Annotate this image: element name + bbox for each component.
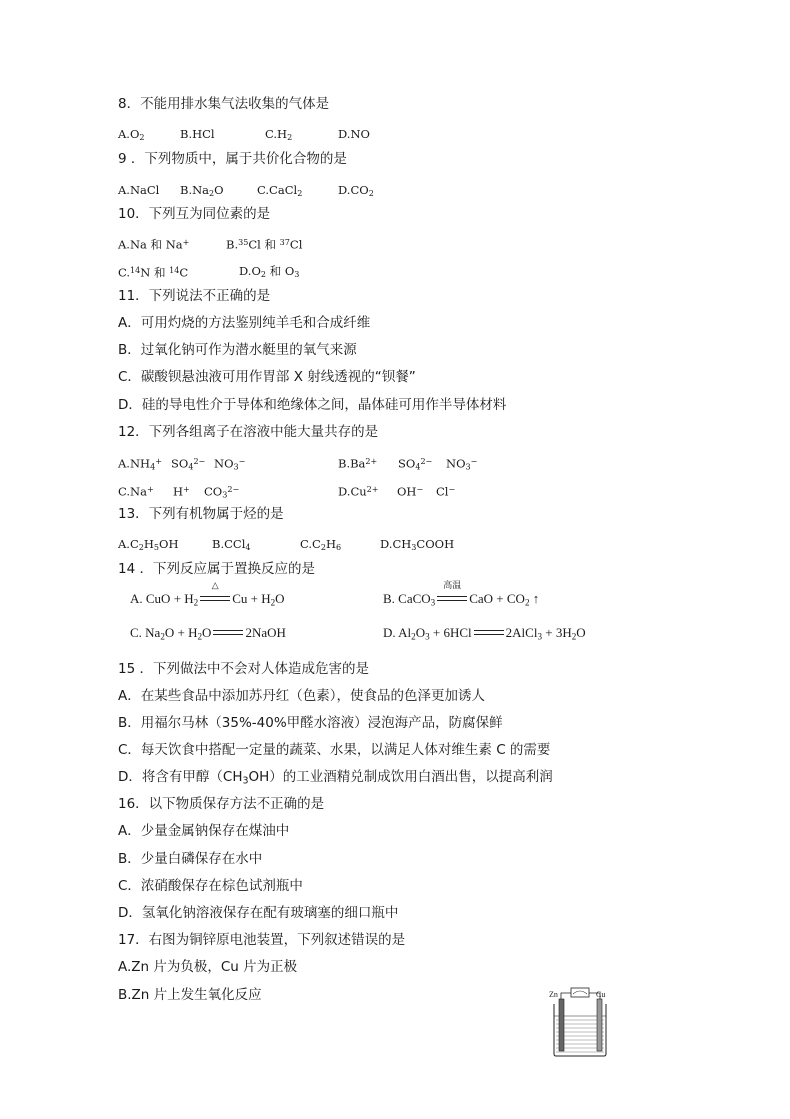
question-9-stem: 9 ．下列物质中，属于共价化合物的是 xyxy=(118,151,347,167)
question-17-option-a: A.Zn 片为负极，Cu 片为正极 xyxy=(118,959,298,975)
question-17-option-b: B.Zn 片上发生氧化反应 xyxy=(118,987,262,1003)
question-15-option-d: D．将含有甲醇$(CH_3OH)$的工业酒精兑制成饮用白酒出售，以提高利润 xyxy=(118,769,553,787)
reaction-b-arrow: 高温 xyxy=(436,591,468,605)
question-11-option-d: D．硅的导电性介于导体和绝缘体之间，晶体硅可用作半导体材料 xyxy=(118,397,507,413)
question-8-options xyxy=(118,125,438,143)
option-c: $C.H_2$ xyxy=(265,127,293,142)
option-a: $A.NH_4^+$ xyxy=(118,456,162,472)
question-16-option-d: D．氢氧化钠溶液保存在配有玻璃塞的细口瓶中 xyxy=(118,905,399,921)
cu-electrode xyxy=(597,999,602,1051)
reaction-d: D. $Al_2O_3 + 6HCl$ 2AlCl$_3$ + $3H_2O$ xyxy=(383,625,586,642)
question-11-option-c: C．碳酸钡悬浊液可用作胃部 X 射线透视的“钡餐” xyxy=(118,369,416,385)
question-12-row-1 xyxy=(118,453,518,471)
option-b: $B.Na_2O$ xyxy=(180,183,224,198)
ammeter-icon xyxy=(571,988,589,997)
zn-electrode xyxy=(559,999,564,1051)
reaction-a-arrow: △ xyxy=(199,591,231,605)
question-11-option-a: A．可用灼烧的方法鉴别纯羊毛和合成纤维 xyxy=(118,315,371,331)
option-d-hydroxide: OH− xyxy=(397,484,424,499)
option-a: $A.C_2H_5OH$ xyxy=(118,537,179,552)
option-b: B.CCl$_4$ xyxy=(212,537,251,552)
question-15-option-a: A．在某些食品中添加苏丹红（色素），使食品的色泽更加诱人 xyxy=(118,688,485,704)
question-10-row-2 xyxy=(118,262,418,280)
question-11-stem: 11．下列说法不正确的是 xyxy=(118,288,271,304)
question-8-stem: 8．不能用排水集气法收集的气体是 xyxy=(118,96,330,112)
reaction-b: B. CaCO$_3$ 高温 CaO + $CO_2$ ↑ xyxy=(383,580,540,608)
wire-left xyxy=(561,993,571,999)
question-13-stem: 13．下列有机物属于烃的是 xyxy=(118,506,284,522)
option-a: A.Na 和 Na+ xyxy=(118,237,190,252)
option-a-nitrate: $NO_3^-$ xyxy=(214,456,246,472)
option-c: C.Na+ xyxy=(118,484,154,499)
question-13-options xyxy=(118,535,478,553)
reaction-c-arrow xyxy=(212,625,244,639)
question-11-option-b: B．过氧化钠可作为潜水艇里的氧气来源 xyxy=(118,342,357,358)
option-d: D.NO xyxy=(338,127,370,141)
option-b: B.$^{35}$Cl 和 $^{37}$Cl xyxy=(226,237,303,252)
option-d: $D.CH_3COOH$ xyxy=(380,537,455,552)
option-d: $D.CO_2$ xyxy=(338,183,374,198)
question-15-stem: 15 ．下列做法中不会对人体造成危害的是 xyxy=(118,661,369,677)
cu-electrode-label: Cu xyxy=(596,990,606,999)
option-b-sulfate: $SO_4^{2-}$ xyxy=(398,456,433,472)
option-c-carbonate: $CO_3^{2-}$ xyxy=(204,484,240,500)
option-d: $D.Cu^{2+}$ xyxy=(338,484,379,499)
reaction-a: A. CuO + $H_2$ △ $Cu + H_2O$ xyxy=(130,580,285,608)
option-a-sulfate: $SO_4^{2-}$ xyxy=(171,456,206,472)
question-16-stem: 16．以下物质保存方法不正确的是 xyxy=(118,796,325,812)
question-12-stem: 12．下列各组离子在溶液中能大量共存的是 xyxy=(118,424,379,440)
galvanic-cell-figure xyxy=(548,986,614,1058)
option-b: $B.Ba^{2+}$ xyxy=(338,456,378,471)
question-14-stem: 14 ．下列反应属于置换反应的是 xyxy=(118,561,315,577)
question-15-option-c: C．每天饮食中搭配一定量的蔬菜、水果，以满足人体对维生素 C 的需要 xyxy=(118,742,551,758)
option-c: C.CaCl$_2$ xyxy=(257,183,303,198)
reaction-d-arrow xyxy=(473,625,505,639)
option-c: $C.C_2H_6$ xyxy=(300,537,342,552)
question-16-option-a: A．少量金属钠保存在煤油中 xyxy=(118,823,290,839)
question-10-stem: 10．下列互为同位素的是 xyxy=(118,206,271,222)
question-15-option-b: B．用福尔马林（35%-40%甲醛水溶液）浸泡海产品，防腐保鲜 xyxy=(118,715,503,731)
option-c: C.$^{14}$N 和 $^{14}$C xyxy=(118,265,189,280)
option-b-nitrate: $NO_3^-$ xyxy=(446,456,478,472)
option-a: $A.O_2$ xyxy=(118,127,145,142)
question-16-option-b: B．少量白磷保存在水中 xyxy=(118,851,263,867)
question-17-stem: 17．右图为铜锌原电池装置，下列叙述错误的是 xyxy=(118,932,406,948)
option-c-hydrogen: H+ xyxy=(173,484,190,499)
option-b: B.HCl xyxy=(180,127,215,141)
question-10-row-1 xyxy=(118,234,418,252)
question-9-options xyxy=(118,181,438,199)
reaction-c: C. $Na_2O + H_2O$ 2NaOH xyxy=(130,625,286,642)
option-a: A.NaCl xyxy=(118,183,160,197)
option-d: $D.O_2$ 和 $O_3$ xyxy=(239,264,300,279)
zn-electrode-label: Zn xyxy=(549,990,558,999)
question-12-row-2 xyxy=(118,481,518,499)
option-d-chloride: Cl− xyxy=(436,484,456,499)
question-16-option-c: C．浓硝酸保存在棕色试剂瓶中 xyxy=(118,878,303,894)
